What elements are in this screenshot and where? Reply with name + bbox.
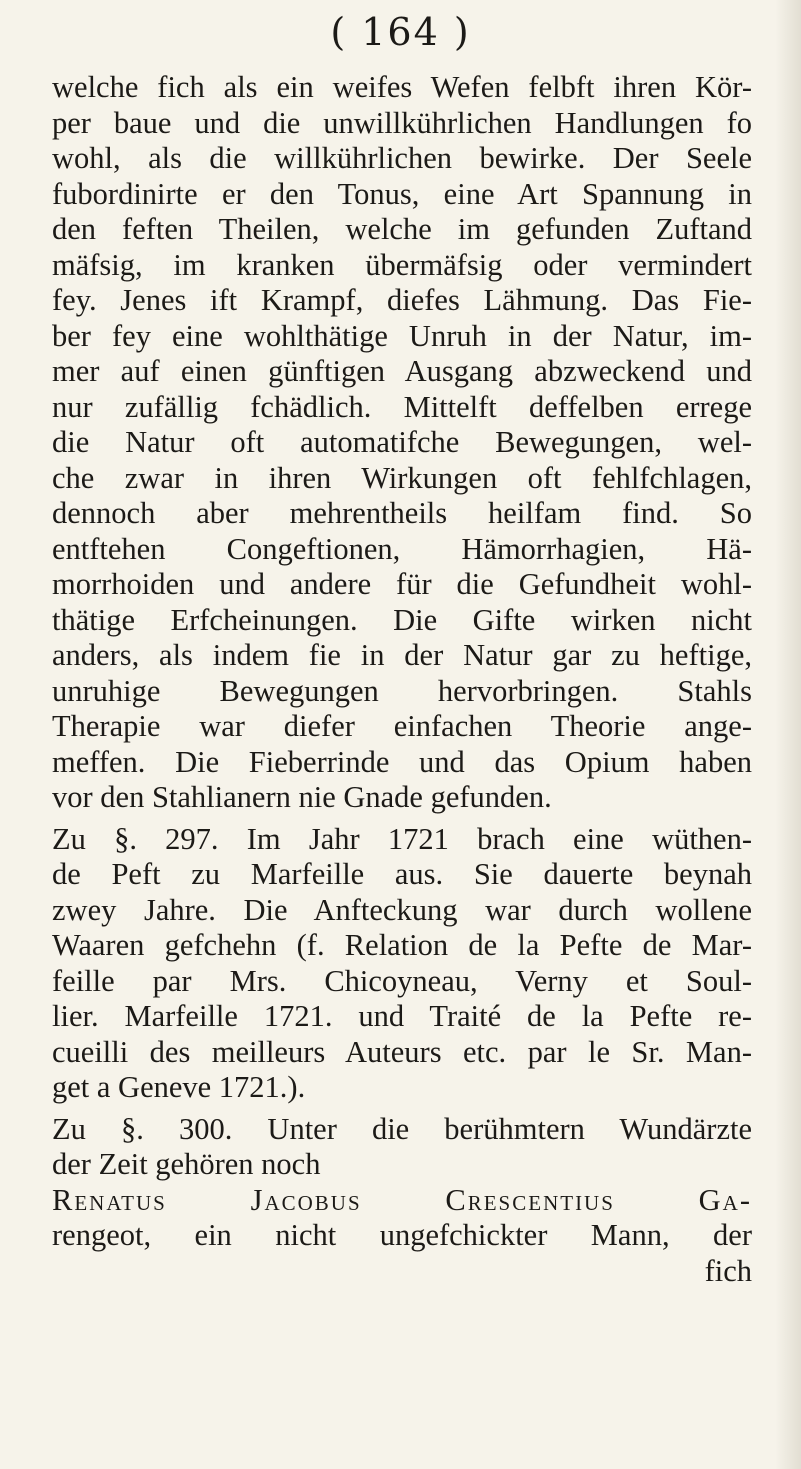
page-number: ( 164 ) bbox=[330, 10, 471, 54]
catchword: fich bbox=[704, 1253, 752, 1288]
text-line: den feften Theilen, welche im gefunden Zuftand bbox=[52, 212, 752, 246]
text-line: dennoch aber mehrentheils heilfam find. So bbox=[52, 496, 752, 530]
text-line: fey. Jenes ift Krampf, diefes Lähmung. Das Fie- bbox=[52, 283, 752, 317]
text-line: feille par Mrs. Chicoyneau, Verny et Soul- bbox=[52, 963, 752, 998]
text-line: der Zeit gehören noch bbox=[52, 1147, 321, 1181]
paragraph-1 bbox=[52, 70, 752, 816]
text-line: die Natur oft automatifche Bewegungen, wel- bbox=[52, 425, 752, 459]
text-line: mäfsig, im kranken übermäfsig oder vermindert bbox=[52, 247, 752, 282]
text-line: Zu §. 300. Unter die berühmtern Wundärzte bbox=[52, 1111, 752, 1146]
text-line: rengeot, ein nicht ungefchickter Mann, der bbox=[52, 1218, 752, 1252]
text-line: Zu §. 297. Im Jahr 1721 brach eine wüthen- bbox=[52, 821, 752, 856]
text-line: per baue und die unwillkührlichen Handlungen fo bbox=[52, 105, 752, 140]
paragraph-2 bbox=[52, 822, 752, 1106]
text-line: anders, als indem fie in der Natur gar zu heftige, bbox=[52, 638, 752, 672]
text-line: morrhoiden und andere für die Gefundheit wohl- bbox=[52, 567, 752, 601]
text-line: de Peft zu Marfeille aus. Sie dauerte beynah bbox=[52, 857, 752, 891]
author-name-line: Renatus Jacobus Crescentius Ga- bbox=[52, 1182, 752, 1217]
text-line: unruhige Bewegungen hervorbringen. Stahls bbox=[52, 673, 752, 708]
text-line: Waaren gefchehn (f. Relation de la Pefte de Mar- bbox=[52, 928, 752, 962]
text-line: che zwar in ihren Wirkungen oft fehlfchlagen, bbox=[52, 460, 752, 495]
text-line: fubordinirte er den Tonus, eine Art Spannung in bbox=[52, 176, 752, 211]
page-text bbox=[52, 70, 752, 1289]
text-line: ber fey eine wohlthätige Unruh in der Natur, im- bbox=[52, 318, 752, 353]
text-line: Therapie war diefer einfachen Theorie ange- bbox=[52, 709, 752, 743]
text-line: entftehen Congeftionen, Hämorrhagien, Hä- bbox=[52, 531, 752, 566]
text-line: vor den Stahlianern nie Gnade gefunden. bbox=[52, 780, 552, 814]
text-line: get a Geneve 1721.). bbox=[52, 1070, 306, 1104]
text-line: mer auf einen günftigen Ausgang abzweckend und bbox=[52, 354, 752, 388]
text-line: lier. Marfeille 1721. und Traité de la Pefte re- bbox=[52, 999, 752, 1033]
text-line: meffen. Die Fieberrinde und das Opium haben bbox=[52, 744, 752, 779]
text-line: welche fich als ein weifes Wefen felbft ihren Kör- bbox=[52, 70, 752, 104]
page-edge-shadow bbox=[775, 0, 801, 1469]
paragraph-3 bbox=[52, 1112, 752, 1290]
text-line: nur zufällig fchädlich. Mittelft deffelben errege bbox=[52, 389, 752, 424]
text-line: cueilli des meilleurs Auteurs etc. par le Sr. Man- bbox=[52, 1034, 752, 1069]
text-line: wohl, als die willkührlichen bewirke. Der Seele bbox=[52, 141, 752, 175]
text-line: thätige Erfcheinungen. Die Gifte wirken nicht bbox=[52, 602, 752, 637]
text-line: zwey Jahre. Die Anfteckung war durch wollene bbox=[52, 892, 752, 927]
